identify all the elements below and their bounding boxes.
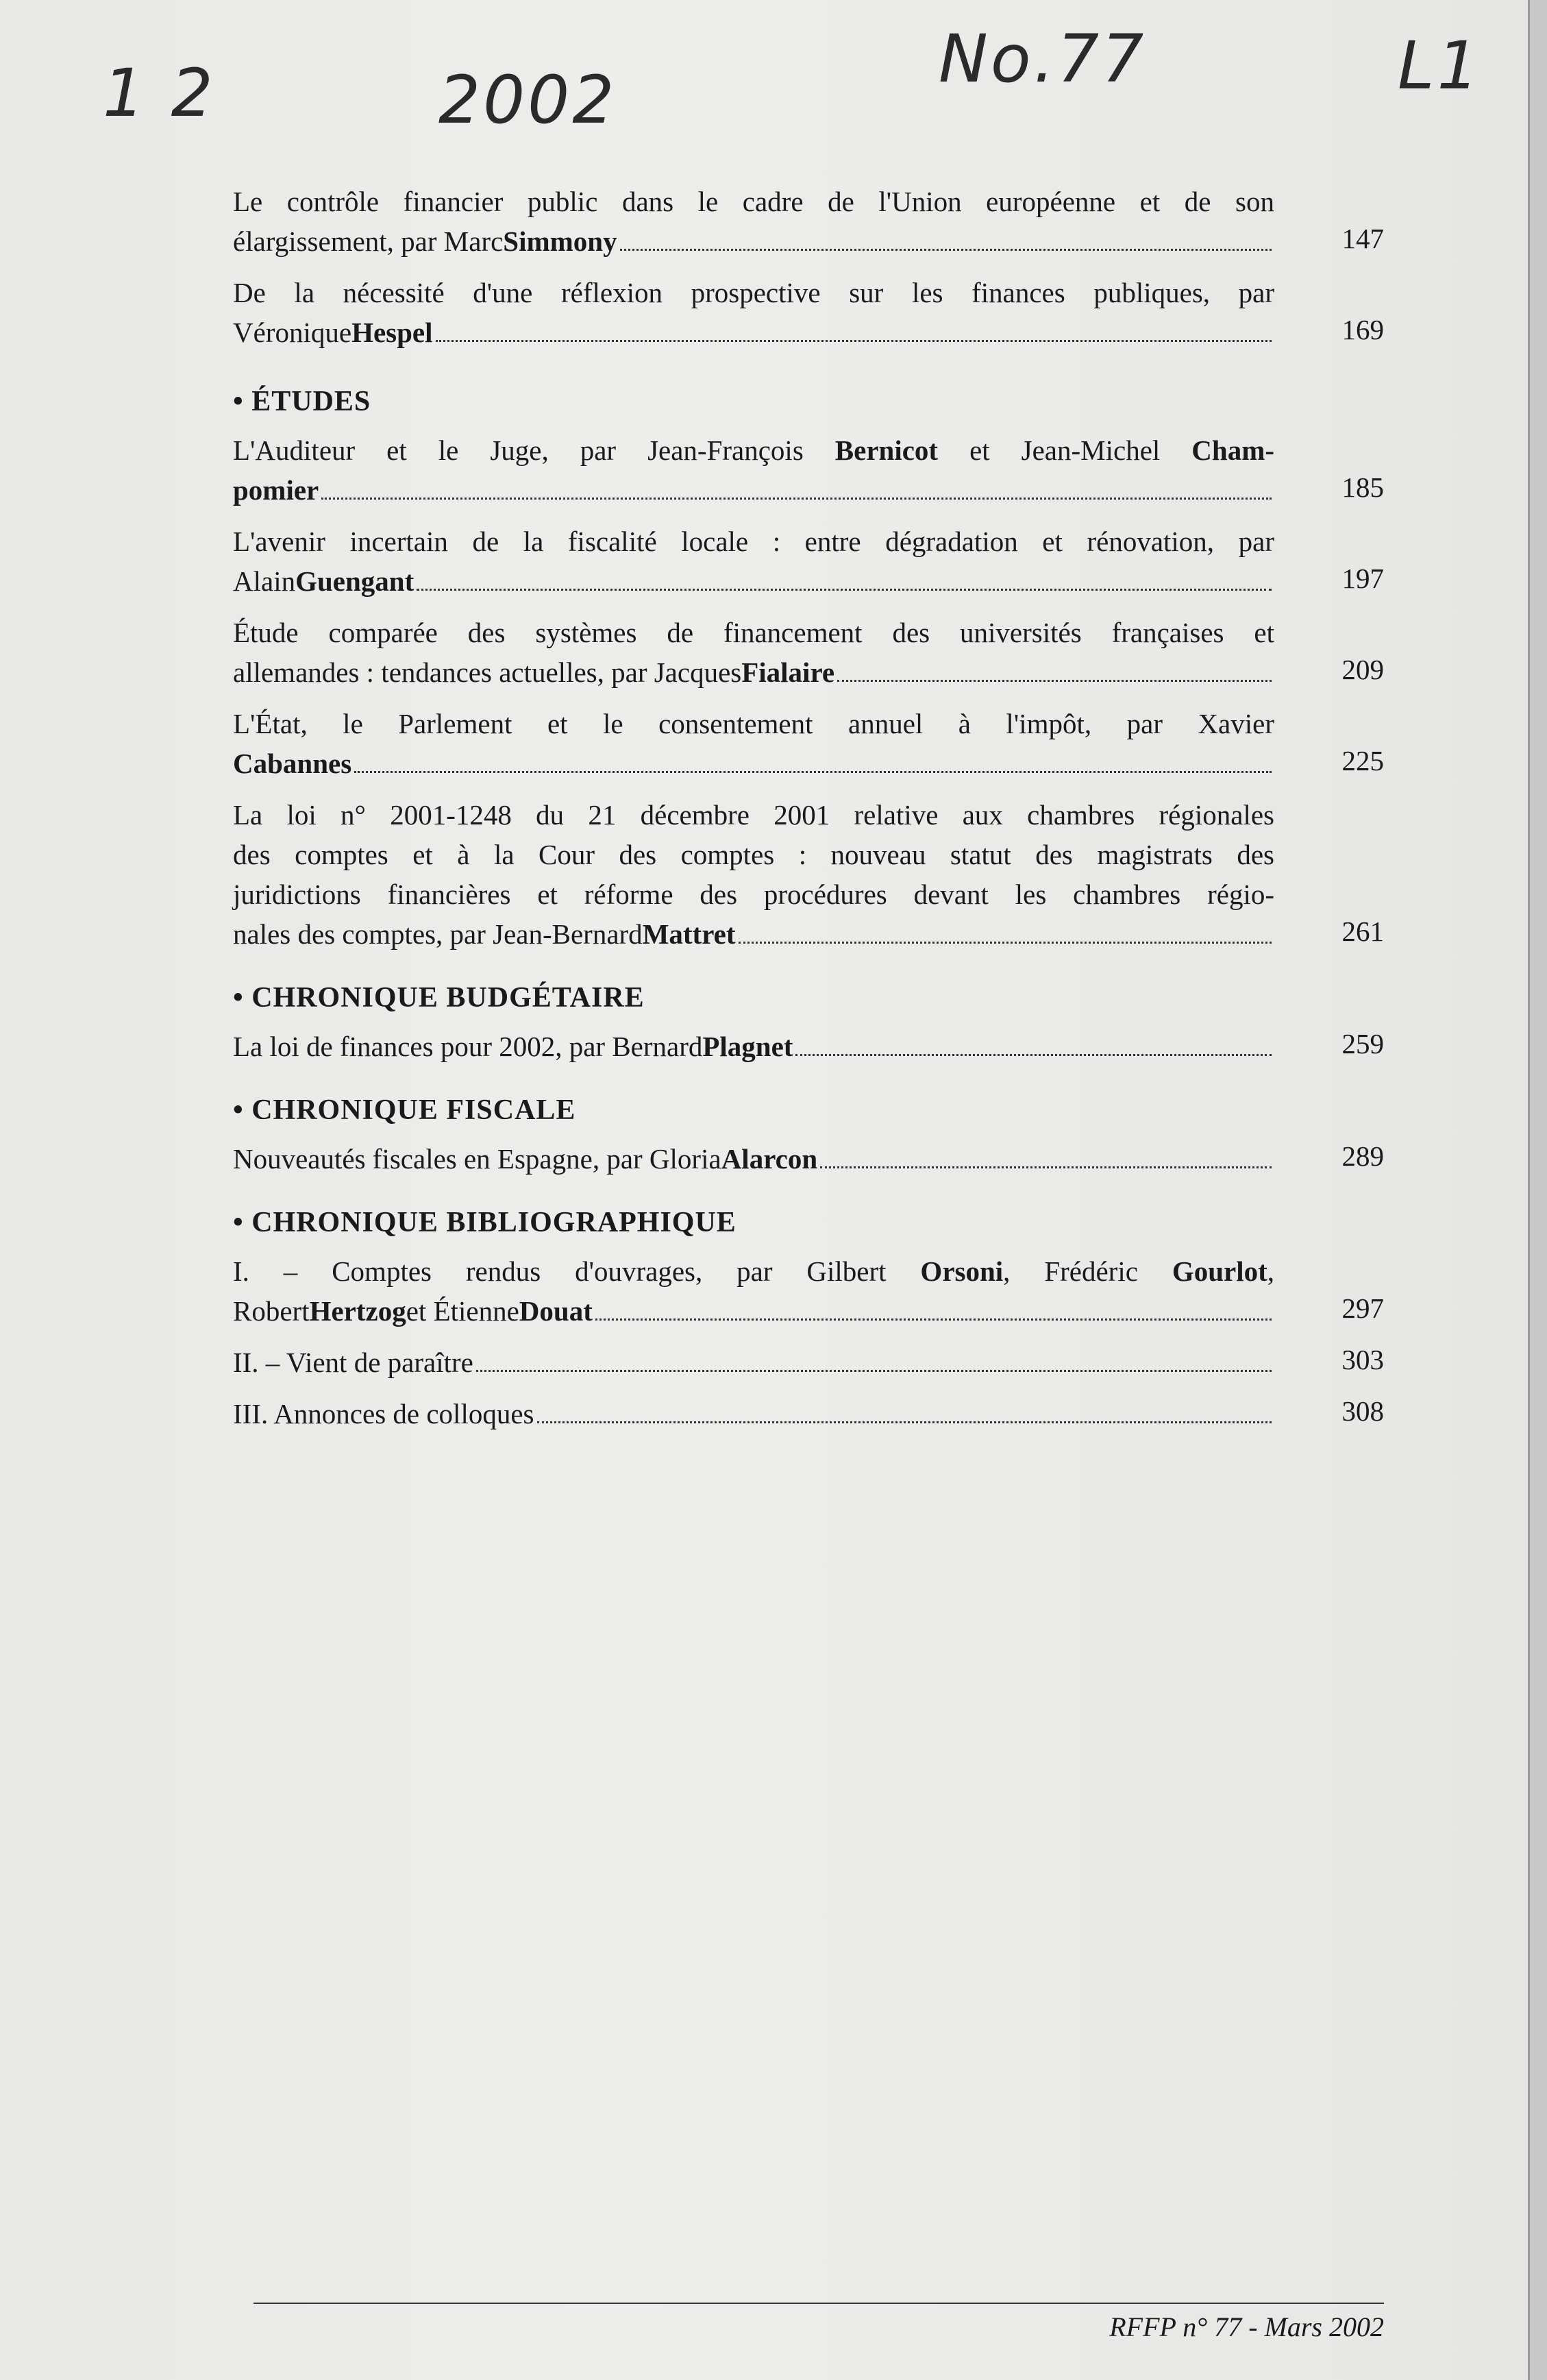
entry-text: Véronique — [233, 317, 352, 348]
entry-page-number: 225 — [1341, 745, 1384, 776]
entry-text: Alain — [233, 565, 296, 597]
entry-author: Alarcon — [721, 1143, 818, 1175]
entry-author: Fialaire — [741, 657, 835, 688]
toc-entry — [233, 430, 1384, 510]
entry-page-number: 308 — [1341, 1395, 1384, 1427]
entry-text: L'Auditeur et le Juge, par Jean-François Bernicot et Jean-Michel Cham- — [233, 434, 1275, 466]
toc-entry — [233, 182, 1384, 261]
entry-text: De la nécessité d'une réflexion prospective sur les finances publiques, par — [233, 277, 1274, 308]
entry-page-number: 289 — [1341, 1140, 1384, 1172]
toc-entry — [233, 704, 1384, 783]
handwritten-number-left: 1 2 — [103, 55, 216, 132]
entry-page-number: 209 — [1341, 654, 1384, 685]
entry-text: Le contrôle financier public dans le cadre de l'Union européenne et de son — [233, 186, 1274, 217]
entry-text: des comptes et à la Cour des comptes : nouveau statut des magistrats des — [233, 839, 1274, 870]
entry-text: élargissement, par Marc — [233, 225, 504, 257]
section-heading-bibliographique: • CHRONIQUE BIBLIOGRAPHIQUE — [233, 1207, 737, 1238]
section-heading-fiscale: • CHRONIQUE FISCALE — [233, 1094, 576, 1126]
table-of-contents — [233, 182, 1384, 1445]
entry-text: nales des comptes, par Jean-Bernard — [233, 918, 643, 950]
toc-entry — [233, 1342, 1384, 1382]
entry-page-number: 169 — [1341, 314, 1384, 345]
footer-citation: RFFP n° 77 - Mars 2002 — [1109, 2311, 1384, 2342]
entry-text: L'État, le Parlement et le consentement annuel à l'impôt, par Xavier — [233, 708, 1274, 739]
entry-page-number: 303 — [1341, 1344, 1384, 1375]
entry-text: Nouveautés fiscales en Espagne, par Gloria — [233, 1143, 721, 1175]
entry-text: Robert Hertzog et Étienne Douat — [233, 1291, 1274, 1331]
toc-entry — [233, 613, 1384, 692]
handwritten-number-right: L1 — [1398, 27, 1482, 104]
entry-text: allemandes : tendances actuelles, par Jacques — [233, 657, 742, 688]
entry-author: Plagnet — [702, 1031, 793, 1062]
entry-page-number: 197 — [1341, 563, 1384, 594]
toc-entry — [233, 1251, 1384, 1331]
handwritten-issue: No.77 — [939, 21, 1147, 97]
toc-entry — [233, 273, 1384, 352]
toc-entry — [233, 522, 1384, 601]
entry-text: L'avenir incertain de la fiscalité locale : entre dégradation et rénovation, par — [233, 526, 1274, 557]
entry-page-number: 259 — [1341, 1028, 1384, 1059]
entry-text: III. Annonces de colloques — [233, 1398, 534, 1430]
entry-author: pomier — [233, 474, 319, 506]
entry-text: Étude comparée des systèmes de financement des universités françaises et — [233, 617, 1274, 648]
entry-author: Hespel — [351, 317, 433, 348]
toc-entry — [233, 795, 1384, 954]
entry-author: Guengant — [295, 565, 414, 597]
entry-text: juridictions financières et réforme des procédures devant les chambres régio- — [233, 879, 1274, 910]
entry-text: I. – Comptes rendus d'ouvrages, par Gilbert Orsoni, Frédéric Gourlot, — [233, 1255, 1275, 1287]
toc-entry — [233, 1394, 1384, 1434]
section-heading-budgetaire: • CHRONIQUE BUDGÉTAIRE — [233, 982, 645, 1014]
section-heading-etudes: • ÉTUDES — [233, 386, 371, 417]
entry-page-number: 261 — [1341, 916, 1384, 947]
entry-page-number: 147 — [1341, 223, 1384, 254]
footer-rule — [253, 2303, 1384, 2342]
entry-author: Simmony — [503, 225, 617, 257]
handwritten-year: 2002 — [438, 62, 617, 138]
page-edge — [1530, 0, 1547, 2380]
entry-author: Cabannes — [233, 748, 352, 779]
entry-page-number: 297 — [1341, 1292, 1384, 1324]
toc-entry — [233, 1027, 1384, 1066]
entry-page-number: 185 — [1341, 471, 1384, 503]
entry-text: La loi de finances pour 2002, par Bernard — [233, 1031, 703, 1062]
entry-text: II. – Vient de paraître — [233, 1347, 473, 1378]
toc-entry — [233, 1139, 1384, 1179]
entry-author: Mattret — [642, 918, 736, 950]
entry-text: La loi n° 2001-1248 du 21 décembre 2001 relative aux chambres régionales — [233, 799, 1274, 831]
